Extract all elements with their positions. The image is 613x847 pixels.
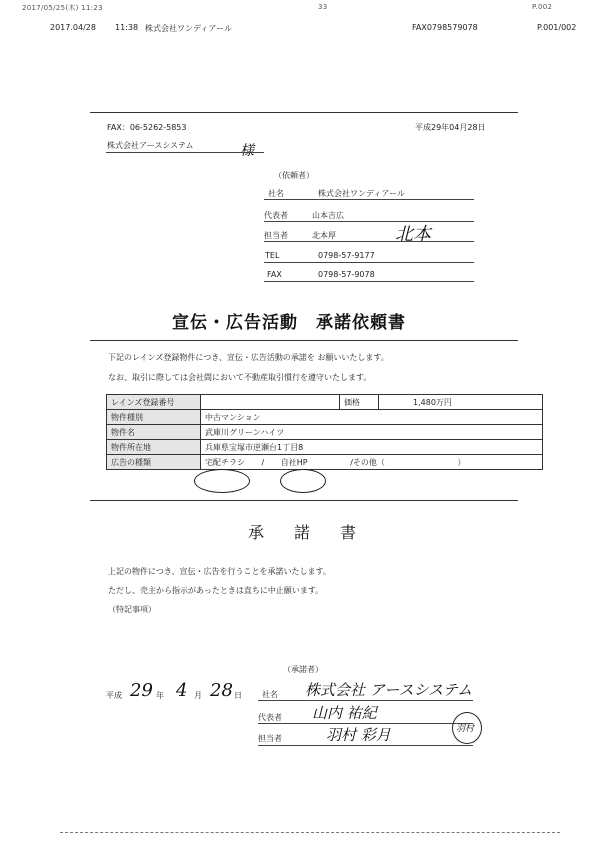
media-flyer-circle bbox=[194, 469, 250, 493]
price-value: 1,480万円 bbox=[379, 395, 543, 410]
requester-tantou-signature: 北本 bbox=[395, 224, 431, 245]
type-value: 中古マンション bbox=[201, 410, 543, 425]
consent-day-unit: 日 bbox=[234, 691, 242, 700]
name-value: 武庫川グリーンハイツ bbox=[201, 425, 543, 440]
remarks-label: （特記事項） bbox=[108, 605, 156, 614]
requester-company-label: 社名 bbox=[268, 189, 284, 198]
requester-tantou-label: 担当者 bbox=[264, 231, 288, 240]
approver-company-label: 社名 bbox=[262, 690, 278, 699]
requester-rep-line bbox=[264, 221, 474, 222]
requester-rep-label: 代表者 bbox=[264, 211, 288, 220]
requester-tantou-line bbox=[264, 241, 474, 242]
table-row bbox=[107, 455, 543, 470]
media-option-other-close: ） bbox=[457, 457, 466, 467]
requester-rep: 山本吉広 bbox=[312, 211, 344, 220]
requester-fax-label: FAX bbox=[267, 270, 282, 279]
media-slash: / bbox=[261, 457, 265, 467]
recipient-fax: FAX：06-5262-5853 bbox=[107, 123, 187, 132]
fax-top-right: P.002 bbox=[532, 3, 553, 11]
approver-tantou-line bbox=[258, 745, 473, 746]
recipient-name: 株式会社アースシステム bbox=[107, 141, 194, 150]
approver-seal-text: 羽村 bbox=[456, 724, 475, 734]
approver-label: （承諾者） bbox=[283, 665, 323, 674]
letter-date: 平成29年04月28日 bbox=[415, 123, 486, 132]
consent-line-2: ただし、売主から指示があったときは直ちに中止願います。 bbox=[108, 586, 324, 595]
consent-line-1: 上記の物件につき、宣伝・広告を行うことを承諾いたします。 bbox=[108, 567, 331, 576]
consent-day: 28 bbox=[210, 680, 233, 701]
approver-rep-label: 代表者 bbox=[258, 713, 282, 722]
requester-tantou: 北本厚 bbox=[312, 231, 336, 240]
document-title: 宣伝・広告活動 承諾依頼書 bbox=[172, 313, 406, 333]
media-option-flyer: 宅配チラシ bbox=[205, 457, 245, 467]
name-label: 物件名 bbox=[107, 425, 201, 440]
consent-era: 平成 bbox=[106, 691, 122, 700]
intro-line-2: なお、取引に際しては会社間において不動産取引慣行を遵守いたします。 bbox=[108, 373, 372, 382]
approver-company: 株式会社 アースシステム bbox=[305, 681, 473, 699]
requester-label: （依頼者） bbox=[274, 171, 314, 180]
media-option-other: /その他（ bbox=[350, 457, 385, 467]
media-label: 広告の種類 bbox=[107, 455, 201, 470]
consent-year-unit: 年 bbox=[156, 691, 164, 700]
fax-top-left: 2017/05/25(木) 11:23 bbox=[22, 4, 103, 12]
consent-divider bbox=[90, 500, 518, 501]
footer-rule bbox=[60, 832, 560, 833]
media-options bbox=[201, 455, 543, 470]
fax-line2-time: 11:38 bbox=[115, 23, 139, 32]
fax-line2-page: P.001/002 bbox=[537, 23, 577, 32]
table-row bbox=[107, 395, 543, 410]
fax-line2-fax: FAX0798579078 bbox=[412, 23, 478, 32]
recipient-underline bbox=[106, 152, 264, 153]
type-label: 物件種別 bbox=[107, 410, 201, 425]
consent-month: 4 bbox=[176, 680, 188, 701]
requester-company: 株式会社ワンディアール bbox=[318, 189, 405, 198]
reins-label: レインズ登録番号 bbox=[107, 395, 201, 410]
table-row bbox=[107, 410, 543, 425]
fax-line2-date: 2017.04/28 bbox=[50, 23, 96, 32]
requester-tel-line bbox=[264, 262, 474, 263]
approver-rep: 山内 祐紀 bbox=[312, 704, 377, 722]
requester-fax: 0798-57-9078 bbox=[318, 270, 375, 279]
media-web-circle bbox=[280, 469, 326, 493]
title-divider bbox=[90, 340, 518, 341]
consent-title: 承諾書 bbox=[248, 523, 387, 542]
fax-line2-sender: 株式会社ワンディアール bbox=[145, 24, 232, 33]
reins-value bbox=[201, 395, 340, 410]
address-value: 兵庫県宝塚市逆瀬台1丁目8 bbox=[201, 440, 543, 455]
approver-company-line bbox=[258, 700, 473, 701]
recipient-suffix: 様 bbox=[240, 143, 254, 159]
table-row bbox=[107, 440, 543, 455]
approver-tantou: 羽村 彩月 bbox=[326, 726, 391, 744]
consent-month-unit: 月 bbox=[194, 691, 202, 700]
requester-tel-label: TEL bbox=[265, 251, 280, 260]
property-table bbox=[106, 394, 543, 470]
requester-tel: 0798-57-9177 bbox=[318, 251, 375, 260]
intro-line-1: 下記のレインズ登録物件につき、宣伝・広告活動の承諾を お願いいたします。 bbox=[108, 353, 389, 362]
requester-fax-line bbox=[264, 281, 474, 282]
media-option-web: 自社HP bbox=[280, 457, 308, 467]
fax-top-mid: 33 bbox=[318, 3, 328, 11]
consent-year: 29 bbox=[130, 680, 153, 701]
requester-company-line bbox=[264, 199, 474, 200]
table-row bbox=[107, 425, 543, 440]
approver-tantou-label: 担当者 bbox=[258, 734, 282, 743]
address-label: 物件所在地 bbox=[107, 440, 201, 455]
price-label: 価格 bbox=[340, 395, 379, 410]
